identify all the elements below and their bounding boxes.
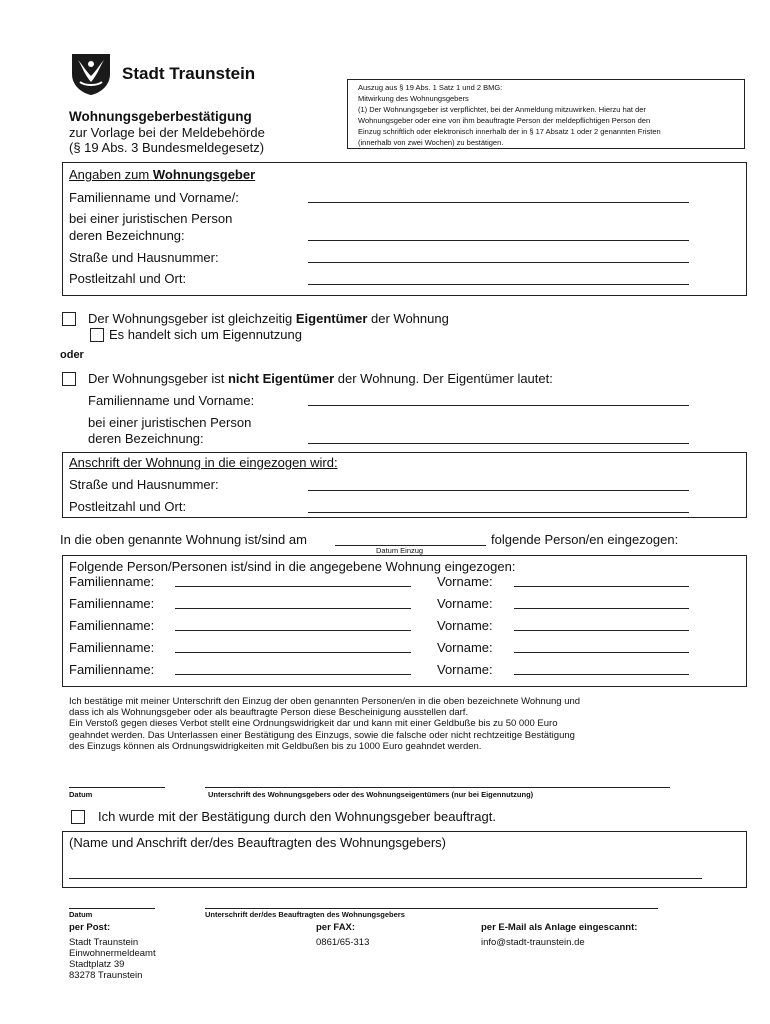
signature2-date-field[interactable] bbox=[69, 908, 155, 909]
surname-field[interactable] bbox=[175, 652, 411, 653]
is-owner-bold: Eigentümer bbox=[295, 311, 368, 326]
movein-text-post: folgende Person/en eingezogen: bbox=[491, 532, 679, 547]
is-owner-label bbox=[88, 311, 449, 326]
footer-post-line: Stadt Traunstein bbox=[69, 937, 139, 948]
not-owner-text: Der Wohnungsgeber ist bbox=[88, 371, 228, 386]
firstname-label: Vorname: bbox=[437, 574, 493, 589]
agent-box-label: (Name und Anschrift der/des Beauftragten des Wohnungsgebers) bbox=[69, 835, 446, 850]
form-subtitle: zur Vorlage bei der Meldebehörde bbox=[69, 125, 265, 140]
surname-label: Familienname: bbox=[69, 596, 155, 611]
coat-of-arms-icon bbox=[70, 52, 112, 96]
self-use-checkbox[interactable] bbox=[90, 328, 104, 342]
form-subtitle-law: (§ 19 Abs. 3 Bundesmeldegesetz) bbox=[69, 140, 265, 155]
footer-fax-heading: per FAX: bbox=[316, 922, 356, 933]
signature2-sign-field[interactable] bbox=[205, 908, 658, 909]
legal-line: Wohnungsgeber oder eine von ihm beauftragte Person der meldepflichtigen Person den bbox=[358, 116, 651, 125]
surname-field[interactable] bbox=[175, 586, 411, 587]
address-zip-label: Postleitzahl und Ort: bbox=[69, 499, 187, 514]
address-street-label: Straße und Hausnummer: bbox=[69, 477, 219, 492]
landlord-legal-label: bei einer juristischen Person bbox=[69, 211, 233, 226]
landlord-street-label: Straße und Hausnummer: bbox=[69, 250, 219, 265]
landlord-name-field[interactable] bbox=[308, 202, 689, 203]
signature2-date-label: Datum bbox=[69, 910, 93, 919]
movein-date-caption: Datum Einzug bbox=[376, 546, 424, 555]
signature1-sign-label: Unterschrift des Wohnungsgebers oder des Wohnungseigentümers (nur bei Eigennutzung) bbox=[208, 790, 534, 799]
landlord-street-field[interactable] bbox=[308, 262, 689, 263]
landlord-heading-prefix: Angaben zum bbox=[69, 167, 153, 182]
city-logo bbox=[70, 52, 112, 96]
surname-field[interactable] bbox=[175, 674, 411, 675]
footer-post-line: Einwohnermeldeamt bbox=[69, 948, 156, 959]
not-owner-label bbox=[88, 371, 553, 386]
footer-post-heading: per Post: bbox=[69, 922, 111, 933]
firstname-field[interactable] bbox=[514, 674, 689, 675]
signature2-sign-label: Unterschrift der/des Beauftragten des Wohnungsgebers bbox=[205, 910, 405, 919]
not-owner-text-post: der Wohnung. Der Eigentümer lautet: bbox=[334, 371, 553, 386]
persons-heading: Folgende Person/Personen ist/sind in die angegebene Wohnung eingezogen: bbox=[69, 559, 516, 574]
owner-legal-label: bei einer juristischen Person bbox=[88, 415, 252, 430]
footer-email[interactable]: info@stadt-traunstein.de bbox=[481, 937, 585, 948]
surname-field[interactable] bbox=[175, 608, 411, 609]
landlord-heading bbox=[69, 167, 255, 182]
owner-name-label: Familienname und Vorname: bbox=[88, 393, 255, 408]
surname-label: Familienname: bbox=[69, 574, 155, 589]
legal-line: (1) Der Wohnungsgeber ist verpflichtet, bei der Anmeldung mitzuwirken. Hierzu hat der bbox=[358, 105, 646, 114]
surname-field[interactable] bbox=[175, 630, 411, 631]
owner-legal-label-2: deren Bezeichnung: bbox=[88, 431, 204, 446]
legal-line: Auszug aus § 19 Abs. 1 Satz 1 und 2 BMG: bbox=[358, 83, 503, 92]
self-use-label: Es handelt sich um Eigennutzung bbox=[109, 327, 302, 342]
landlord-legal-label-2: deren Bezeichnung: bbox=[69, 228, 185, 243]
firstname-label: Vorname: bbox=[437, 662, 493, 677]
address-street-field[interactable] bbox=[308, 490, 689, 491]
legal-line: Mitwirkung des Wohnungsgebers bbox=[358, 94, 469, 103]
firstname-field[interactable] bbox=[514, 630, 689, 631]
persons-section bbox=[62, 555, 747, 687]
firstname-label: Vorname: bbox=[437, 618, 493, 633]
form-title: Wohnungsgeberbestätigung bbox=[69, 109, 252, 124]
signature1-date-field[interactable] bbox=[69, 787, 165, 788]
confirmation-line: Ich bestätige mit meiner Unterschrift den Einzug der oben genannten Personen/en in die oben bezeichnete Wohnung und bbox=[69, 696, 581, 707]
address-heading: Anschrift der Wohnung in die eingezogen wird: bbox=[69, 455, 338, 470]
commissioned-label: Ich wurde mit der Bestätigung durch den Wohnungsgeber beauftragt. bbox=[98, 809, 496, 824]
surname-label: Familienname: bbox=[69, 640, 155, 655]
signature1-sign-field[interactable] bbox=[205, 787, 670, 788]
address-zip-field[interactable] bbox=[308, 512, 689, 513]
landlord-zip-label: Postleitzahl und Ort: bbox=[69, 271, 187, 286]
legal-excerpt-box bbox=[347, 79, 745, 149]
landlord-zip-field[interactable] bbox=[308, 284, 689, 285]
firstname-label: Vorname: bbox=[437, 640, 493, 655]
surname-label: Familienname: bbox=[69, 618, 155, 633]
landlord-legal-field[interactable] bbox=[308, 240, 689, 241]
footer-email-heading: per E-Mail als Anlage eingescannt: bbox=[481, 922, 638, 933]
landlord-name-label: Familienname und Vorname/: bbox=[69, 190, 239, 205]
confirmation-line: geahndet werden. Das Unterlassen einer Bestätigung des Einzugs, sowie die falsche oder nicht rechtzeitige Bestätigung bbox=[69, 730, 575, 741]
legal-line: Einzug schriftlich oder elektronisch innerhalb der in § 17 Absatz 1 oder 2 genannten Fristen bbox=[358, 127, 661, 136]
firstname-field[interactable] bbox=[514, 586, 689, 587]
footer-post-line: 83278 Traunstein bbox=[69, 970, 143, 981]
is-owner-checkbox[interactable] bbox=[62, 312, 76, 326]
firstname-field[interactable] bbox=[514, 608, 689, 609]
owner-legal-field[interactable] bbox=[308, 443, 689, 444]
is-owner-text-post: der Wohnung bbox=[367, 311, 449, 326]
not-owner-checkbox[interactable] bbox=[62, 372, 76, 386]
firstname-label: Vorname: bbox=[437, 596, 493, 611]
not-owner-bold: nicht Eigentümer bbox=[227, 371, 335, 386]
agent-field[interactable] bbox=[69, 878, 702, 879]
movein-text: In die oben genannte Wohnung ist/sind am bbox=[60, 532, 307, 547]
is-owner-text: Der Wohnungsgeber ist gleichzeitig bbox=[88, 311, 296, 326]
landlord-heading-bold: Wohnungsgeber bbox=[152, 167, 256, 182]
confirmation-line: Ein Verstoß gegen dieses Verbot stellt eine Ordnungswidrigkeit dar und kann mit einer Geldbuße bis zu 50 000 Euro bbox=[69, 718, 558, 729]
legal-line: (innerhalb von zwei Wochen) zu bestätigen. bbox=[358, 138, 504, 147]
footer-post-line: Stadtplatz 39 bbox=[69, 959, 125, 970]
signature1-date-label: Datum bbox=[69, 790, 93, 799]
owner-name-field[interactable] bbox=[308, 405, 689, 406]
firstname-field[interactable] bbox=[514, 652, 689, 653]
surname-label: Familienname: bbox=[69, 662, 155, 677]
or-label: oder bbox=[60, 349, 84, 361]
commissioned-checkbox[interactable] bbox=[71, 810, 85, 824]
city-name: Stadt Traunstein bbox=[122, 64, 256, 83]
confirmation-line: des Einzugs können als Ordnungswidrigkeiten mit Geldbußen bis zu 1000 Euro geahndet werden. bbox=[69, 741, 482, 752]
footer-fax-number: 0861/65-313 bbox=[316, 937, 370, 948]
confirmation-line: dass ich als Wohnungsgeber oder als beauftragte Person diese Bescheinigung ausstellen darf. bbox=[69, 707, 469, 718]
